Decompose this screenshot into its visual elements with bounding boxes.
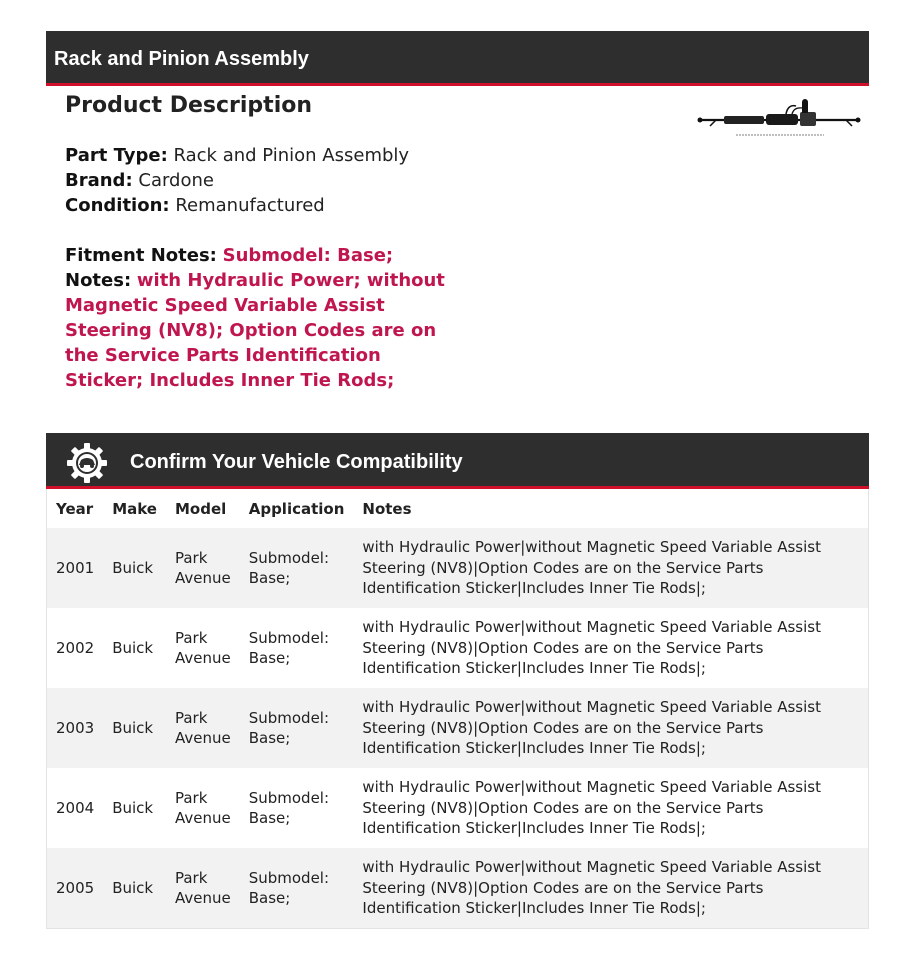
notes-value: with Hydraulic Power; without Magnetic Speed Variable Assist Steering (NV8); Option Codes are on the Service Parts Identification Sticker; Includes Inner Tie Rods; xyxy=(65,270,445,391)
fitment-row xyxy=(65,243,445,268)
condition-value: Remanufactured xyxy=(175,195,325,216)
table-header-row xyxy=(47,489,868,528)
condition-label: Condition: xyxy=(65,195,170,216)
product-header-title: Rack and Pinion Assembly xyxy=(54,48,309,70)
table-row xyxy=(47,528,868,608)
cell-year: 2003 xyxy=(56,718,95,737)
cell-make: Buick xyxy=(112,878,154,897)
compat-table xyxy=(46,489,869,929)
part-type-label: Part Type: xyxy=(65,145,168,166)
condition-row xyxy=(65,193,445,218)
cell-model: Park Avenue xyxy=(174,628,231,667)
compat-header-bar xyxy=(46,433,869,489)
cell-notes: with Hydraulic Power|without Magnetic Speed Variable Assist Steering (NV8)|Option Codes are on the Service Parts Identification Sticker|Includes Inner Tie Rods|; xyxy=(362,698,821,758)
column-header-year: Year xyxy=(56,499,94,518)
fitment-label: Fitment Notes: xyxy=(65,245,217,266)
cell-notes: with Hydraulic Power|without Magnetic Speed Variable Assist Steering (NV8)|Option Codes are on the Service Parts Identification Sticker|Includes Inner Tie Rods|; xyxy=(362,778,821,838)
part-type-row xyxy=(65,143,445,168)
cell-application: Submodel: Base; xyxy=(248,628,330,667)
cell-notes: with Hydraulic Power|without Magnetic Speed Variable Assist Steering (NV8)|Option Codes are on the Service Parts Identification Sticker|Includes Inner Tie Rods|; xyxy=(362,858,821,918)
cell-make: Buick xyxy=(112,638,154,657)
product-description-title: Product Description xyxy=(65,93,313,118)
cell-year: 2005 xyxy=(56,878,95,897)
compat-title: Confirm Your Vehicle Compatibility xyxy=(130,451,463,473)
cell-make: Buick xyxy=(112,798,154,817)
cell-year: 2001 xyxy=(56,558,95,577)
table-row xyxy=(47,768,868,848)
brand-row xyxy=(65,168,445,193)
cell-year: 2002 xyxy=(56,638,95,657)
fitment-notes xyxy=(65,243,445,393)
fitment-value: Submodel: Base; xyxy=(222,245,394,266)
part-type-value: Rack and Pinion Assembly xyxy=(173,145,410,166)
notes-label: Notes: xyxy=(65,270,132,291)
brand-value: Cardone xyxy=(138,170,214,191)
cell-make: Buick xyxy=(112,558,154,577)
cell-notes: with Hydraulic Power|without Magnetic Speed Variable Assist Steering (NV8)|Option Codes are on the Service Parts Identification Sticker|Includes Inner Tie Rods|; xyxy=(362,618,821,678)
cell-application: Submodel: Base; xyxy=(248,548,330,587)
rack-and-pinion-image xyxy=(696,98,862,140)
gear-car-icon xyxy=(66,442,108,484)
column-header-application: Application xyxy=(248,499,345,518)
column-header-make: Make xyxy=(112,499,157,518)
cell-model: Park Avenue xyxy=(174,548,231,587)
cell-application: Submodel: Base; xyxy=(248,788,330,827)
cell-model: Park Avenue xyxy=(174,708,231,747)
product-specs xyxy=(65,143,445,218)
cell-model: Park Avenue xyxy=(174,868,231,907)
column-header-notes: Notes xyxy=(362,499,412,518)
cell-application: Submodel: Base; xyxy=(248,868,330,907)
cell-application: Submodel: Base; xyxy=(248,708,330,747)
notes-row xyxy=(65,268,445,393)
cell-notes: with Hydraulic Power|without Magnetic Speed Variable Assist Steering (NV8)|Option Codes are on the Service Parts Identification Sticker|Includes Inner Tie Rods|; xyxy=(362,538,821,598)
product-header-bar xyxy=(46,31,869,86)
cell-model: Park Avenue xyxy=(174,788,231,827)
cell-year: 2004 xyxy=(56,798,95,817)
column-header-model: Model xyxy=(174,499,227,518)
brand-label: Brand: xyxy=(65,170,133,191)
table-row xyxy=(47,688,868,768)
cell-make: Buick xyxy=(112,718,154,737)
table-row xyxy=(47,848,868,928)
table-row xyxy=(47,608,868,688)
